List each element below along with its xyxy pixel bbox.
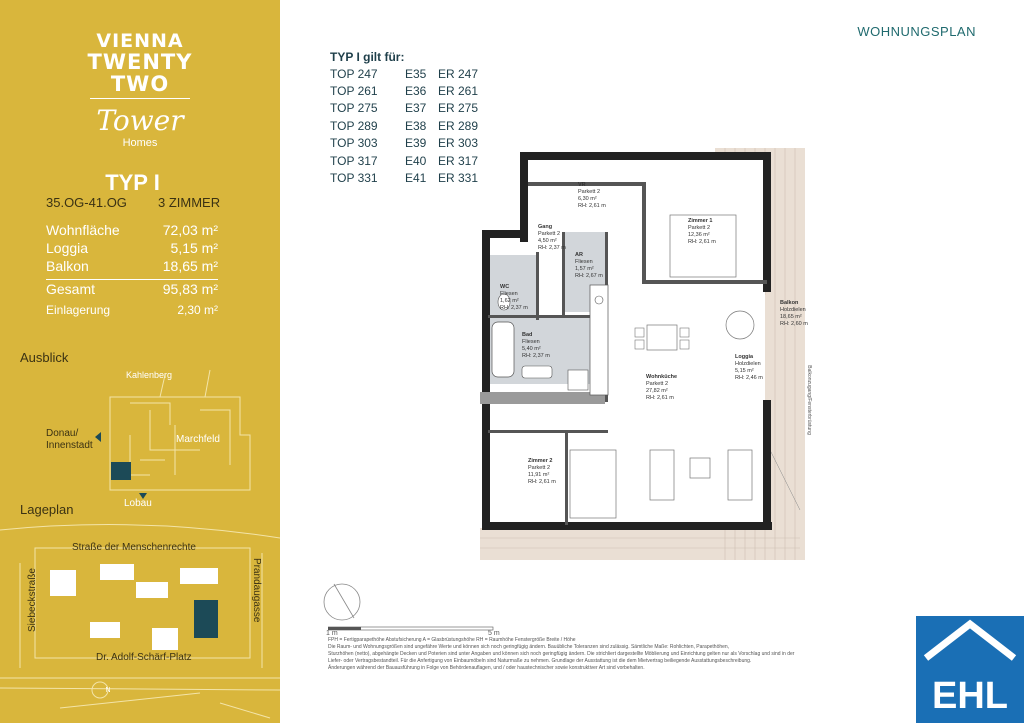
- legend-notes: [328, 637, 794, 672]
- area-value: 72,03 m²: [162, 222, 218, 238]
- room-label: Holzdielen: [780, 307, 806, 313]
- storage-row: [46, 303, 218, 323]
- room-label: 4,50 m²: [538, 238, 557, 244]
- applies-e: E41: [405, 171, 427, 185]
- wall: [520, 152, 770, 160]
- area-row: [46, 240, 218, 260]
- applies-top: TOP 275: [330, 101, 378, 115]
- washing-machine-icon: [568, 370, 588, 390]
- storage-value: 2,30 m²: [177, 303, 218, 317]
- applies-top: TOP 261: [330, 84, 378, 98]
- area-row: [46, 258, 218, 278]
- applies-er: ER 261: [438, 84, 479, 98]
- ehl-logo: [916, 616, 1024, 723]
- room-label: 27,82 m²: [646, 388, 668, 394]
- storage-label: Einlagerung: [46, 303, 111, 317]
- wall: [488, 430, 608, 433]
- room-label: Fliesen: [500, 291, 518, 297]
- room-label: 5,15 m²: [735, 368, 754, 374]
- applies-top: TOP 247: [330, 67, 378, 81]
- applies-e: E35: [405, 67, 427, 81]
- unit-marker: [111, 462, 131, 480]
- brand-line-1: VIENNA: [96, 30, 184, 52]
- scale-label-left: 1 m: [326, 630, 338, 637]
- applies-e: E40: [405, 154, 427, 168]
- compass-icon: N: [105, 687, 111, 694]
- area-label: Wohnfläche: [46, 222, 120, 238]
- bathtub-icon: [492, 322, 514, 377]
- room-label: 6,30 m²: [578, 196, 597, 202]
- area-label: Loggia: [46, 240, 89, 256]
- area-row: [46, 222, 218, 242]
- applies-top: TOP 317: [330, 154, 378, 168]
- room-label: Zimmer 1: [688, 218, 713, 224]
- room-label: RH: 2,61 m: [578, 203, 606, 209]
- scale-label-right: 5 m: [488, 630, 500, 637]
- wall: [642, 182, 646, 282]
- area-value: 5,15 m²: [170, 240, 218, 256]
- room-label: RH: 2,37 m: [500, 305, 528, 311]
- applies-top: TOP 289: [330, 119, 378, 133]
- site-street-right: Prandaugasse: [251, 558, 262, 623]
- brand-subtitle: Homes: [122, 137, 158, 149]
- applies-e: E37: [405, 101, 427, 115]
- total-row: [46, 281, 218, 301]
- scale-bar: [328, 626, 498, 632]
- room-label: 5,40 m²: [522, 346, 541, 352]
- washbasin-icon: [522, 366, 552, 378]
- wall: [565, 430, 568, 525]
- applies-top: TOP 331: [330, 171, 378, 185]
- total-value: 95,83 m²: [162, 281, 218, 297]
- room-label: VR: [578, 182, 586, 188]
- room-label: AR: [575, 252, 583, 258]
- view-map: [0, 365, 280, 500]
- wall: [763, 152, 771, 292]
- room-label: Parkett 2: [528, 465, 551, 471]
- building: [180, 568, 218, 584]
- building: [136, 582, 168, 598]
- applies-row: [330, 171, 490, 187]
- wall: [482, 230, 528, 238]
- applies-row: [330, 67, 490, 83]
- wall: [642, 280, 767, 284]
- site-street-bottom: Dr. Adolf-Schärf-Platz: [96, 652, 192, 663]
- view-south-label: Lobau: [124, 498, 152, 509]
- applies-row: [330, 136, 490, 152]
- wall: [482, 522, 772, 530]
- room-label: Bad: [522, 332, 533, 338]
- building: [152, 628, 178, 650]
- room-label: RH: 2,67 m: [575, 273, 603, 279]
- room-label: Gang: [538, 224, 553, 230]
- applies-top: TOP 303: [330, 136, 378, 150]
- legend-line: Die Raum- und Wohnungsgrößen sind ungefähre Werte und können sich noch geringfügig ändern. Bauübliche Toleranzen sind zulässig. Sämtliche Maße: Rohlichten, Parapethöhen,: [328, 644, 730, 650]
- room-label: RH: 2,61 m: [528, 479, 556, 485]
- room-label: Balkon: [780, 300, 799, 306]
- brand-line-3: TWO: [110, 72, 170, 96]
- room-label: 18,65 m²: [780, 314, 802, 320]
- room-label: Fliesen: [575, 259, 593, 265]
- site-title: Lageplan: [20, 502, 74, 517]
- brand-line-2: TWENTY: [87, 50, 193, 74]
- document-title: WOHNUNGSPLAN: [857, 24, 976, 39]
- room-label: Wohnküche: [646, 374, 678, 380]
- balcony-side-label: Balkonzugang/Fensterbrüstung: [806, 365, 812, 435]
- applies-row: [330, 101, 490, 117]
- applies-er: ER 317: [438, 154, 479, 168]
- legend-line: Sturzhöhen (netto), abgehängte Decken und Poterien sind unter Angaben und können sich noch geringfügig ändern. Die strichliert dargestellte Möblierung und Einrichtung gelten nur als Vorschlag und sind in der: [328, 651, 795, 657]
- legend-line: FPH = Fertigparapethöhe Abstufsicherung A = Glasbrüstungshöhe RH = Raumhöhe Fenstergröße Breite / Höhe: [328, 637, 576, 643]
- building: [50, 570, 76, 596]
- room-label: 11,91 m²: [528, 472, 550, 478]
- floor-plan: [470, 140, 815, 570]
- room-label: RH: 2,37 m: [522, 353, 550, 359]
- view-north-label: Kahlenberg: [126, 370, 173, 380]
- room-label: Fliesen: [522, 339, 540, 345]
- kitchen-counter: [590, 285, 608, 395]
- legend-line: Änderungen während der Bauausführung in Folge von Behördenauflagen, und / oder haustechnischer sowie konstruktiver Art sind vorbehalten.: [328, 665, 645, 671]
- applies-er: ER 275: [438, 101, 479, 115]
- applies-er: ER 289: [438, 119, 479, 133]
- room-label: Parkett 2: [578, 189, 601, 195]
- room-label: 1,57 m²: [575, 266, 594, 272]
- applies-e: E39: [405, 136, 427, 150]
- ehl-logo-text: EHL: [932, 675, 1008, 717]
- wall: [536, 252, 539, 320]
- room-label: RH: 2,60 m: [780, 321, 808, 327]
- area-divider: [46, 279, 218, 280]
- applies-er: ER 247: [438, 67, 479, 81]
- room-label: Parkett 2: [538, 231, 561, 237]
- wall: [482, 230, 490, 530]
- applies-row: [330, 119, 490, 135]
- area-label: Balkon: [46, 258, 89, 274]
- room-label: 12,36 m²: [688, 232, 710, 238]
- wall: [480, 392, 605, 404]
- room-label: Zimmer 2: [528, 458, 553, 464]
- applies-row: [330, 154, 490, 170]
- wall: [763, 400, 771, 530]
- applies-e: E36: [405, 84, 427, 98]
- brand-divider: [90, 98, 190, 99]
- unit-type: TYP I: [105, 170, 160, 195]
- applies-er: ER 331: [438, 171, 479, 185]
- unit-floors: 35.OG-41.OG: [46, 195, 127, 210]
- brand-script: Tower: [96, 104, 184, 137]
- building: [100, 564, 134, 580]
- room-label: WC: [500, 284, 510, 290]
- room-label: Holzdielen: [735, 361, 761, 367]
- unit-building-highlight: [194, 600, 218, 638]
- total-label: Gesamt: [46, 281, 96, 297]
- unit-rooms: 3 ZIMMER: [158, 195, 221, 210]
- view-title: Ausblick: [20, 350, 69, 365]
- applies-e: E38: [405, 119, 427, 133]
- legend-line: Liefer- oder Vertragsbestandteil. Für die Anfertigung von Einbaumöbeln sind Naturmaße zu nehmen. Grundlage der Ausstattung ist die dem Mietvertrag beiliegende Ausstattungsbeschreibung.: [328, 658, 752, 664]
- site-street-top: Straße der Menschenrechte: [72, 542, 196, 553]
- applies-row: [330, 84, 490, 100]
- wall: [488, 315, 606, 318]
- compass-rose: [320, 580, 365, 625]
- room-label: Loggia: [735, 354, 754, 360]
- applies-er: ER 303: [438, 136, 479, 150]
- wall: [520, 152, 528, 242]
- room-label: Parkett 2: [688, 225, 711, 231]
- site-street-left: Siebeckstraße: [27, 568, 38, 632]
- room-label: RH: 2,46 m: [735, 375, 763, 381]
- sidebar: [0, 0, 280, 723]
- balcony-deck-bottom: [480, 528, 800, 560]
- room-label: RH: 2,61 m: [646, 395, 674, 401]
- room-label: RH: 2,61 m: [688, 239, 716, 245]
- view-east-label: Marchfeld: [176, 434, 220, 445]
- applies-title: TYP I gilt für:: [330, 50, 405, 64]
- view-west-label: Donau/ Innenstadt: [46, 428, 93, 451]
- room-label: Parkett 2: [646, 381, 669, 387]
- building: [90, 622, 120, 638]
- area-value: 18,65 m²: [162, 258, 218, 274]
- room-label: 1,62 m²: [500, 298, 519, 304]
- room-label: RH: 2,37 m: [538, 245, 566, 251]
- wall: [528, 182, 646, 186]
